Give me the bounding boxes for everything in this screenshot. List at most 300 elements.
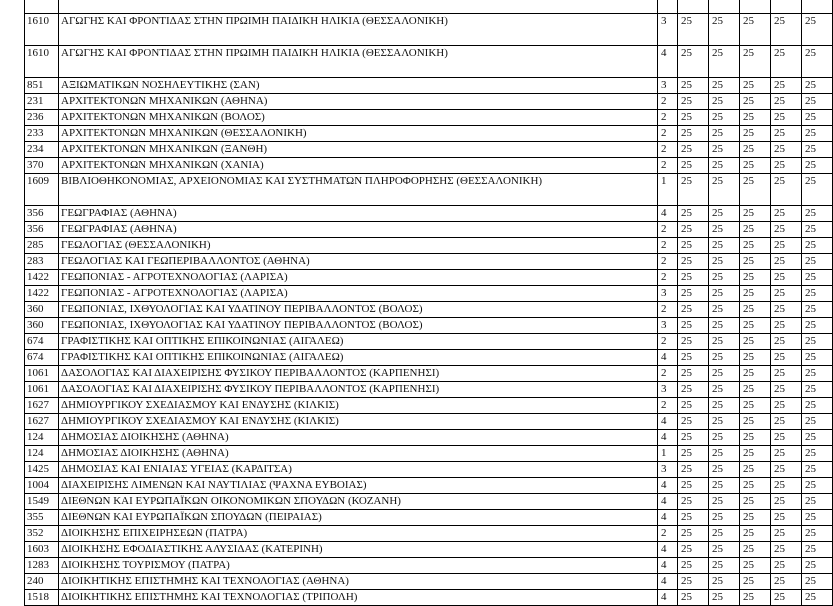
value-cell: 25 [709, 238, 740, 254]
code-cell: 1609 [25, 174, 59, 206]
table-row [25, 174, 833, 206]
count-cell: 2 [658, 158, 678, 174]
department-name-cell: ΔΙΟΙΚΗΤΙΚΗΣ ΕΠΙΣΤΗΜΗΣ ΚΑΙ ΤΕΧΝΟΛΟΓΙΑΣ (ΑΘΗΝΑ) [59, 574, 658, 590]
code-cell: 124 [25, 430, 59, 446]
value-cell: 25 [802, 398, 833, 414]
value-cell: 25 [802, 478, 833, 494]
admissions-table [24, 0, 833, 606]
value-cell: 25 [678, 110, 709, 126]
department-name-cell: ΓΕΩΓΡΑΦΙΑΣ (ΑΘΗΝΑ) [59, 222, 658, 238]
value-cell: 25 [771, 350, 802, 366]
value-cell: 25 [678, 382, 709, 398]
value-cell: 25 [678, 78, 709, 94]
code-cell: 674 [25, 334, 59, 350]
value-cell: 25 [709, 126, 740, 142]
value-cell: 25 [771, 270, 802, 286]
value-cell: 25 [740, 430, 771, 446]
value-cell: 25 [771, 110, 802, 126]
value-cell: 25 [771, 142, 802, 158]
code-cell: 851 [25, 78, 59, 94]
table-row [25, 414, 833, 430]
count-cell: 2 [658, 334, 678, 350]
value-cell: 25 [771, 238, 802, 254]
value-cell: 25 [709, 222, 740, 238]
value-cell: 25 [802, 222, 833, 238]
value-cell: 25 [740, 510, 771, 526]
department-name-cell: ΓΡΑΦΙΣΤΙΚΗΣ ΚΑΙ ΟΠΤΙΚΗΣ ΕΠΙΚΟΙΝΩΝΙΑΣ (ΑΙΓΑΛΕΩ) [59, 350, 658, 366]
department-name-cell: ΔΗΜΙΟΥΡΓΙΚΟΥ ΣΧΕΔΙΑΣΜΟΥ ΚΑΙ ΕΝΔΥΣΗΣ (ΚΙΛΚΙΣ) [59, 414, 658, 430]
count-cell [658, 0, 678, 14]
count-cell: 2 [658, 126, 678, 142]
code-cell: 1061 [25, 382, 59, 398]
value-cell: 25 [678, 158, 709, 174]
value-cell: 25 [740, 222, 771, 238]
value-cell: 25 [740, 14, 771, 46]
table-row [25, 158, 833, 174]
table-row [25, 494, 833, 510]
department-name-cell: ΑΓΩΓΗΣ ΚΑΙ ΦΡΟΝΤΙΔΑΣ ΣΤΗΝ ΠΡΩΙΜΗ ΠΑΙΔΙΚΗ ΗΛΙΚΙΑ (ΘΕΣΣΑΛΟΝΙΚΗ) [59, 14, 658, 46]
value-cell: 25 [771, 558, 802, 574]
value-cell: 25 [771, 254, 802, 270]
count-cell: 2 [658, 398, 678, 414]
table-row [25, 238, 833, 254]
value-cell: 25 [771, 126, 802, 142]
value-cell: 25 [678, 526, 709, 542]
value-cell: 25 [771, 590, 802, 606]
count-cell: 4 [658, 590, 678, 606]
value-cell: 25 [678, 222, 709, 238]
value-cell: 25 [678, 94, 709, 110]
value-cell: 25 [802, 462, 833, 478]
value-cell: 25 [771, 574, 802, 590]
value-cell: 25 [740, 78, 771, 94]
value-cell: 25 [771, 366, 802, 382]
value-cell: 25 [771, 94, 802, 110]
value-cell: 25 [678, 334, 709, 350]
value-cell: 25 [771, 494, 802, 510]
value-cell: 25 [740, 558, 771, 574]
value-cell: 25 [678, 286, 709, 302]
document-page [24, 0, 816, 606]
value-cell: 25 [709, 142, 740, 158]
value-cell: 25 [709, 414, 740, 430]
value-cell: 25 [771, 158, 802, 174]
value-cell: 25 [802, 142, 833, 158]
count-cell: 3 [658, 286, 678, 302]
value-cell: 25 [678, 318, 709, 334]
value-cell: 25 [802, 526, 833, 542]
value-cell: 25 [709, 430, 740, 446]
table-row [25, 222, 833, 238]
value-cell: 25 [709, 78, 740, 94]
table-row [25, 366, 833, 382]
value-cell: 25 [740, 126, 771, 142]
count-cell: 2 [658, 110, 678, 126]
value-cell: 25 [740, 398, 771, 414]
count-cell: 3 [658, 14, 678, 46]
department-name-cell: ΓΕΩΠΟΝΙΑΣ, ΙΧΘΥΟΛΟΓΙΑΣ ΚΑΙ ΥΔΑΤΙΝΟΥ ΠΕΡΙΒΑΛΛΟΝΤΟΣ (ΒΟΛΟΣ) [59, 302, 658, 318]
count-cell: 2 [658, 142, 678, 158]
value-cell: 25 [771, 446, 802, 462]
count-cell: 1 [658, 174, 678, 206]
value-cell: 25 [709, 494, 740, 510]
value-cell: 25 [740, 286, 771, 302]
count-cell: 4 [658, 542, 678, 558]
table-row [25, 526, 833, 542]
value-cell: 25 [678, 414, 709, 430]
value-cell: 25 [802, 206, 833, 222]
value-cell: 25 [771, 414, 802, 430]
department-name-cell: ΔΑΣΟΛΟΓΙΑΣ ΚΑΙ ΔΙΑΧΕΙΡΙΣΗΣ ΦΥΣΙΚΟΥ ΠΕΡΙΒΑΛΛΟΝΤΟΣ (ΚΑΡΠΕΝΗΣΙ) [59, 366, 658, 382]
value-cell: 25 [709, 254, 740, 270]
value-cell: 25 [771, 382, 802, 398]
code-cell: 352 [25, 526, 59, 542]
value-cell: 25 [802, 302, 833, 318]
department-name-cell: ΓΕΩΛΟΓΙΑΣ ΚΑΙ ΓΕΩΠΕΡΙΒΑΛΛΟΝΤΟΣ (ΑΘΗΝΑ) [59, 254, 658, 270]
value-cell: 25 [740, 238, 771, 254]
table-row [25, 254, 833, 270]
count-cell: 4 [658, 558, 678, 574]
code-cell: 1061 [25, 366, 59, 382]
value-cell: 25 [678, 558, 709, 574]
code-cell: 1422 [25, 270, 59, 286]
value-cell: 25 [678, 462, 709, 478]
value-cell: 25 [740, 174, 771, 206]
value-cell: 25 [771, 286, 802, 302]
value-cell: 25 [709, 574, 740, 590]
table-row [25, 0, 833, 14]
value-cell: 25 [709, 350, 740, 366]
value-cell: 25 [678, 206, 709, 222]
value-cell: 25 [740, 526, 771, 542]
value-cell: 25 [802, 574, 833, 590]
count-cell: 2 [658, 270, 678, 286]
count-cell: 3 [658, 382, 678, 398]
count-cell: 2 [658, 366, 678, 382]
code-cell: 360 [25, 302, 59, 318]
table-row [25, 542, 833, 558]
code-cell: 360 [25, 318, 59, 334]
value-cell: 25 [740, 158, 771, 174]
value-cell: 25 [678, 126, 709, 142]
value-cell: 25 [678, 14, 709, 46]
value-cell: 25 [740, 446, 771, 462]
code-cell: 1610 [25, 14, 59, 46]
department-name-cell: ΑΡΧΙΤΕΚΤΟΝΩΝ ΜΗΧΑΝΙΚΩΝ (ΞΑΝΘΗ) [59, 142, 658, 158]
value-cell: 25 [709, 286, 740, 302]
table-row [25, 270, 833, 286]
code-cell: 285 [25, 238, 59, 254]
value-cell: 25 [802, 174, 833, 206]
value-cell: 25 [771, 526, 802, 542]
value-cell: 25 [771, 302, 802, 318]
value-cell: 25 [678, 542, 709, 558]
value-cell: 25 [709, 158, 740, 174]
table-row [25, 478, 833, 494]
code-cell: 355 [25, 510, 59, 526]
code-cell: 240 [25, 574, 59, 590]
value-cell: 25 [802, 110, 833, 126]
value-cell: 25 [802, 414, 833, 430]
value-cell: 25 [709, 318, 740, 334]
value-cell: 25 [678, 366, 709, 382]
count-cell: 2 [658, 238, 678, 254]
count-cell: 4 [658, 350, 678, 366]
code-cell: 1004 [25, 478, 59, 494]
department-name-cell [59, 0, 658, 14]
value-cell: 25 [709, 14, 740, 46]
value-cell: 25 [771, 478, 802, 494]
value-cell: 25 [740, 206, 771, 222]
value-cell: 25 [802, 446, 833, 462]
value-cell: 25 [771, 222, 802, 238]
value-cell: 25 [802, 286, 833, 302]
value-cell: 25 [802, 270, 833, 286]
table-row [25, 430, 833, 446]
code-cell: 1549 [25, 494, 59, 510]
value-cell: 25 [802, 366, 833, 382]
value-cell: 25 [709, 302, 740, 318]
value-cell: 25 [771, 398, 802, 414]
value-cell: 25 [740, 142, 771, 158]
code-cell: 674 [25, 350, 59, 366]
value-cell: 25 [709, 558, 740, 574]
table-row [25, 110, 833, 126]
value-cell: 25 [709, 382, 740, 398]
value-cell: 25 [709, 446, 740, 462]
table-row [25, 318, 833, 334]
code-cell: 1627 [25, 414, 59, 430]
code-cell: 233 [25, 126, 59, 142]
value-cell: 25 [740, 574, 771, 590]
value-cell: 25 [802, 590, 833, 606]
value-cell: 25 [802, 46, 833, 78]
value-cell: 25 [678, 174, 709, 206]
code-cell: 236 [25, 110, 59, 126]
department-name-cell: ΓΕΩΓΡΑΦΙΑΣ (ΑΘΗΝΑ) [59, 206, 658, 222]
count-cell: 2 [658, 222, 678, 238]
code-cell: 283 [25, 254, 59, 270]
code-cell: 1425 [25, 462, 59, 478]
count-cell: 2 [658, 526, 678, 542]
value-cell [678, 0, 709, 14]
value-cell: 25 [771, 318, 802, 334]
code-cell: 1518 [25, 590, 59, 606]
value-cell: 25 [709, 478, 740, 494]
value-cell: 25 [802, 14, 833, 46]
department-name-cell: ΓΕΩΛΟΓΙΑΣ (ΘΕΣΣΑΛΟΝΙΚΗ) [59, 238, 658, 254]
department-name-cell: ΔΙΟΙΚΗΣΗΣ ΕΦΟΔΙΑΣΤΙΚΗΣ ΑΛΥΣΙΔΑΣ (ΚΑΤΕΡΙΝΗ) [59, 542, 658, 558]
value-cell [771, 0, 802, 14]
table-row [25, 206, 833, 222]
count-cell: 2 [658, 302, 678, 318]
value-cell: 25 [678, 270, 709, 286]
table-row [25, 286, 833, 302]
table-row [25, 14, 833, 46]
value-cell: 25 [771, 462, 802, 478]
value-cell: 25 [802, 158, 833, 174]
value-cell: 25 [709, 46, 740, 78]
value-cell: 25 [678, 302, 709, 318]
value-cell: 25 [771, 46, 802, 78]
count-cell: 3 [658, 78, 678, 94]
value-cell: 25 [678, 494, 709, 510]
value-cell: 25 [740, 382, 771, 398]
value-cell: 25 [740, 478, 771, 494]
value-cell: 25 [802, 78, 833, 94]
department-name-cell: ΑΡΧΙΤΕΚΤΟΝΩΝ ΜΗΧΑΝΙΚΩΝ (ΧΑΝΙΑ) [59, 158, 658, 174]
department-name-cell: ΔΙΟΙΚΗΣΗΣ ΤΟΥΡΙΣΜΟΥ (ΠΑΤΡΑ) [59, 558, 658, 574]
code-cell: 356 [25, 222, 59, 238]
value-cell: 25 [740, 334, 771, 350]
value-cell: 25 [740, 270, 771, 286]
count-cell: 1 [658, 446, 678, 462]
value-cell: 25 [802, 494, 833, 510]
value-cell: 25 [678, 254, 709, 270]
value-cell: 25 [678, 574, 709, 590]
value-cell: 25 [802, 126, 833, 142]
table-row [25, 94, 833, 110]
value-cell: 25 [740, 366, 771, 382]
table-row [25, 558, 833, 574]
count-cell: 4 [658, 574, 678, 590]
table-row [25, 574, 833, 590]
table-row [25, 350, 833, 366]
department-name-cell: ΑΓΩΓΗΣ ΚΑΙ ΦΡΟΝΤΙΔΑΣ ΣΤΗΝ ΠΡΩΙΜΗ ΠΑΙΔΙΚΗ ΗΛΙΚΙΑ (ΘΕΣΣΑΛΟΝΙΚΗ) [59, 46, 658, 78]
code-cell: 1603 [25, 542, 59, 558]
value-cell: 25 [740, 414, 771, 430]
value-cell: 25 [802, 510, 833, 526]
table-body [25, 0, 833, 606]
department-name-cell: ΑΡΧΙΤΕΚΤΟΝΩΝ ΜΗΧΑΝΙΚΩΝ (ΘΕΣΣΑΛΟΝΙΚΗ) [59, 126, 658, 142]
value-cell: 25 [709, 174, 740, 206]
value-cell [740, 0, 771, 14]
count-cell: 4 [658, 46, 678, 78]
value-cell [802, 0, 833, 14]
table-row [25, 510, 833, 526]
code-cell: 231 [25, 94, 59, 110]
value-cell: 25 [678, 510, 709, 526]
code-cell: 370 [25, 158, 59, 174]
department-name-cell: ΔΙΕΘΝΩΝ ΚΑΙ ΕΥΡΩΠΑΪΚΩΝ ΟΙΚΟΝΟΜΙΚΩΝ ΣΠΟΥΔΩΝ (ΚΟΖΑΝΗ) [59, 494, 658, 510]
count-cell: 3 [658, 462, 678, 478]
code-cell [25, 0, 59, 14]
value-cell: 25 [678, 478, 709, 494]
value-cell: 25 [709, 542, 740, 558]
value-cell: 25 [709, 462, 740, 478]
value-cell: 25 [678, 142, 709, 158]
table-row [25, 382, 833, 398]
table-row [25, 398, 833, 414]
value-cell: 25 [771, 78, 802, 94]
table-row [25, 590, 833, 606]
count-cell: 4 [658, 494, 678, 510]
value-cell: 25 [740, 302, 771, 318]
value-cell: 25 [802, 334, 833, 350]
count-cell: 4 [658, 510, 678, 526]
department-name-cell: ΔΗΜΙΟΥΡΓΙΚΟΥ ΣΧΕΔΙΑΣΜΟΥ ΚΑΙ ΕΝΔΥΣΗΣ (ΚΙΛΚΙΣ) [59, 398, 658, 414]
department-name-cell: ΔΑΣΟΛΟΓΙΑΣ ΚΑΙ ΔΙΑΧΕΙΡΙΣΗΣ ΦΥΣΙΚΟΥ ΠΕΡΙΒΑΛΛΟΝΤΟΣ (ΚΑΡΠΕΝΗΣΙ) [59, 382, 658, 398]
value-cell: 25 [802, 558, 833, 574]
table-row [25, 126, 833, 142]
value-cell: 25 [740, 590, 771, 606]
value-cell: 25 [740, 110, 771, 126]
value-cell: 25 [740, 542, 771, 558]
department-name-cell: ΓΕΩΠΟΝΙΑΣ, ΙΧΘΥΟΛΟΓΙΑΣ ΚΑΙ ΥΔΑΤΙΝΟΥ ΠΕΡΙΒΑΛΛΟΝΤΟΣ (ΒΟΛΟΣ) [59, 318, 658, 334]
count-cell: 4 [658, 414, 678, 430]
value-cell: 25 [709, 94, 740, 110]
value-cell: 25 [678, 398, 709, 414]
count-cell: 4 [658, 478, 678, 494]
value-cell: 25 [740, 318, 771, 334]
count-cell: 2 [658, 254, 678, 270]
count-cell: 2 [658, 94, 678, 110]
table-row [25, 46, 833, 78]
value-cell: 25 [771, 430, 802, 446]
code-cell: 1283 [25, 558, 59, 574]
value-cell: 25 [771, 174, 802, 206]
table-row [25, 446, 833, 462]
value-cell: 25 [678, 446, 709, 462]
department-name-cell: ΔΙΕΘΝΩΝ ΚΑΙ ΕΥΡΩΠΑΪΚΩΝ ΣΠΟΥΔΩΝ (ΠΕΙΡΑΙΑΣ) [59, 510, 658, 526]
value-cell: 25 [740, 46, 771, 78]
value-cell: 25 [802, 318, 833, 334]
value-cell: 25 [709, 510, 740, 526]
department-name-cell: ΓΕΩΠΟΝΙΑΣ - ΑΓΡΟΤΕΧΝΟΛΟΓΙΑΣ (ΛΑΡΙΣΑ) [59, 286, 658, 302]
department-name-cell: ΔΗΜΟΣΙΑΣ ΔΙΟΙΚΗΣΗΣ (ΑΘΗΝΑ) [59, 430, 658, 446]
value-cell: 25 [802, 430, 833, 446]
count-cell: 4 [658, 430, 678, 446]
value-cell: 25 [709, 526, 740, 542]
department-name-cell: ΔΗΜΟΣΙΑΣ ΚΑΙ ΕΝΙΑΙΑΣ ΥΓΕΙΑΣ (ΚΑΡΔΙΤΣΑ) [59, 462, 658, 478]
table-row [25, 334, 833, 350]
value-cell: 25 [709, 110, 740, 126]
value-cell: 25 [678, 590, 709, 606]
code-cell: 124 [25, 446, 59, 462]
code-cell: 1610 [25, 46, 59, 78]
value-cell: 25 [802, 542, 833, 558]
department-name-cell: ΒΙΒΛΙΟΘΗΚΟΝΟΜΙΑΣ, ΑΡΧΕΙΟΝΟΜΙΑΣ ΚΑΙ ΣΥΣΤΗΜΑΤΩΝ ΠΛΗΡΟΦΟΡΗΣΗΣ (ΘΕΣΣΑΛΟΝΙΚΗ) [59, 174, 658, 206]
table-row [25, 142, 833, 158]
value-cell [709, 0, 740, 14]
value-cell: 25 [709, 334, 740, 350]
code-cell: 234 [25, 142, 59, 158]
department-name-cell: ΔΙΟΙΚΗΣΗΣ ΕΠΙΧΕΙΡΗΣΕΩΝ (ΠΑΤΡΑ) [59, 526, 658, 542]
value-cell: 25 [740, 94, 771, 110]
value-cell: 25 [678, 430, 709, 446]
value-cell: 25 [740, 350, 771, 366]
value-cell: 25 [678, 350, 709, 366]
department-name-cell: ΓΡΑΦΙΣΤΙΚΗΣ ΚΑΙ ΟΠΤΙΚΗΣ ΕΠΙΚΟΙΝΩΝΙΑΣ (ΑΙΓΑΛΕΩ) [59, 334, 658, 350]
department-name-cell: ΑΡΧΙΤΕΚΤΟΝΩΝ ΜΗΧΑΝΙΚΩΝ (ΒΟΛΟΣ) [59, 110, 658, 126]
value-cell: 25 [678, 46, 709, 78]
value-cell: 25 [740, 462, 771, 478]
value-cell: 25 [709, 206, 740, 222]
value-cell: 25 [709, 270, 740, 286]
department-name-cell: ΑΡΧΙΤΕΚΤΟΝΩΝ ΜΗΧΑΝΙΚΩΝ (ΑΘΗΝΑ) [59, 94, 658, 110]
value-cell: 25 [802, 238, 833, 254]
value-cell: 25 [771, 206, 802, 222]
value-cell: 25 [802, 382, 833, 398]
table-row [25, 302, 833, 318]
value-cell: 25 [802, 254, 833, 270]
count-cell: 3 [658, 318, 678, 334]
value-cell: 25 [678, 238, 709, 254]
value-cell: 25 [802, 350, 833, 366]
value-cell: 25 [709, 366, 740, 382]
code-cell: 1422 [25, 286, 59, 302]
value-cell: 25 [771, 542, 802, 558]
